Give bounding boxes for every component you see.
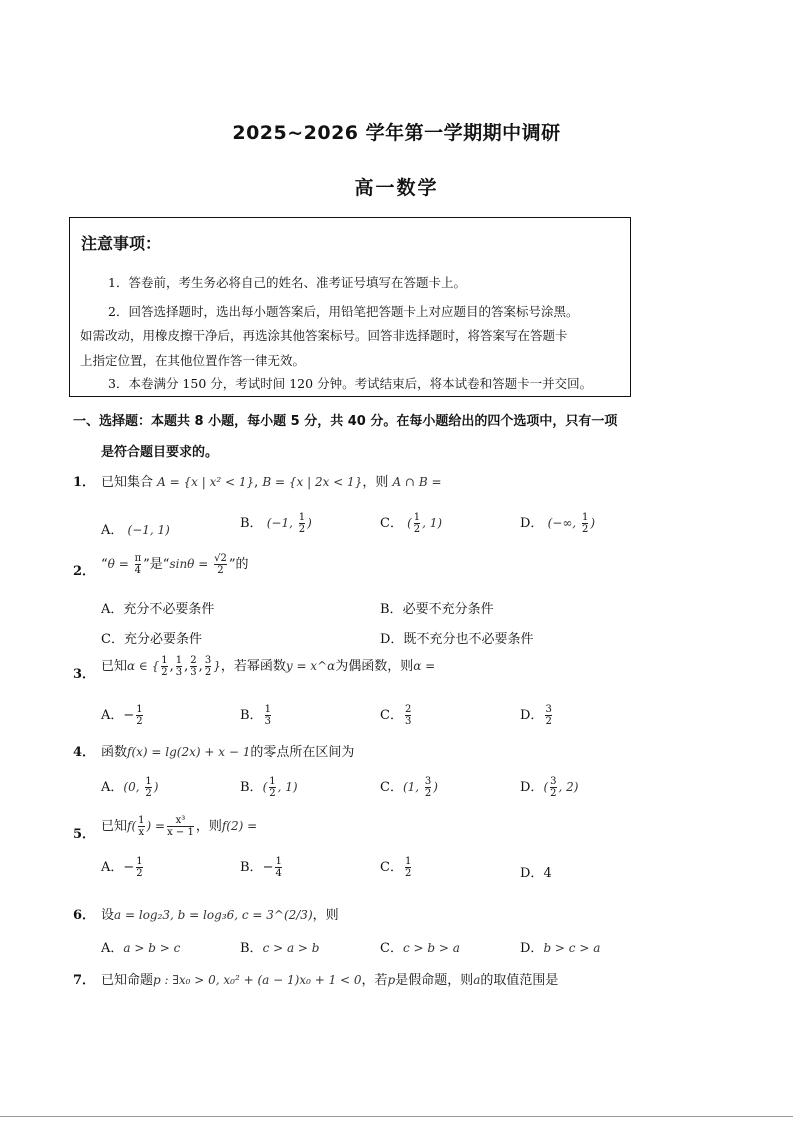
fraction (176, 655, 182, 678)
theta-expr: θ = (107, 557, 133, 571)
fraction (405, 856, 411, 879)
option-right: , 1) (422, 516, 443, 530)
option-letter: A． (101, 941, 124, 956)
q-text-pre: 已知集合 (101, 475, 154, 490)
denominator: 4 (275, 868, 282, 879)
option-right: ) (590, 516, 596, 530)
fraction (265, 704, 271, 727)
function-expr: f(x) = lg(2x) + x − 1 (127, 745, 251, 759)
option-letter: C． (380, 516, 403, 531)
power-func-expr: y = x^α (285, 659, 336, 673)
question-text: 已知集合 A = {x | x² < 1}, B = {x | 2x < 1}，则 A ∩ B = (101, 475, 442, 490)
denominator: 2 (404, 868, 412, 879)
denominator: 2 (204, 667, 212, 678)
numerator: √2 (214, 553, 227, 564)
fraction (545, 704, 551, 727)
numerator: 3 (424, 776, 432, 787)
fraction (425, 776, 431, 799)
option-letter: A． (101, 860, 124, 875)
option-d[interactable] (520, 862, 552, 881)
denominator: 2 (136, 716, 143, 727)
option-left: (−∞, (547, 516, 580, 530)
q-text-pre: 已知 (101, 659, 128, 674)
numerator: 1 (298, 512, 306, 523)
denominator: 2 (145, 788, 152, 799)
numerator: 1 (269, 776, 276, 787)
sign: − (123, 860, 135, 875)
option-a[interactable] (101, 519, 170, 538)
numerator: 1 (175, 655, 183, 666)
section-heading-line-2: 是符合题目要求的。 (101, 445, 219, 460)
option-letter: C． (380, 860, 403, 875)
denominator: x − 1 (167, 827, 194, 838)
option-letter: C． (380, 941, 403, 956)
f-close: ) = (146, 819, 166, 833)
option-letter: B． (240, 708, 263, 723)
option-c[interactable] (380, 776, 438, 799)
option-letter: B． (380, 602, 403, 617)
option-b[interactable] (380, 598, 494, 617)
option-d[interactable] (380, 628, 533, 647)
numerator: 2 (404, 704, 412, 715)
denominator: 2 (413, 524, 421, 535)
question-text (101, 969, 558, 988)
numerator: 3 (545, 704, 552, 715)
denominator: 3 (190, 667, 197, 678)
p-symbol: p (387, 973, 396, 987)
denominator: 2 (298, 524, 306, 535)
a-symbol: a (473, 973, 481, 987)
q-text-pre: 设 (101, 908, 115, 923)
option-letter: D． (520, 516, 544, 531)
question-number: 5． (73, 827, 96, 842)
notice-item-2-line-1: 2．回答选择题时，选出每小题答案后，用铅笔把答题卡上对应题目的答案标号涂黑。 (108, 304, 579, 319)
denominator: 2 (136, 868, 143, 879)
page-bottom-rule (0, 1116, 793, 1117)
question-number: 6． (73, 908, 96, 923)
option-text: 必要不充分条件 (402, 602, 494, 617)
option-c[interactable] (380, 856, 413, 879)
option-left: ( (262, 780, 268, 794)
fraction (136, 856, 142, 879)
fraction (138, 815, 144, 838)
option-letter: A． (101, 523, 124, 538)
numerator: 1 (138, 815, 145, 826)
option-left: (−1, (266, 516, 297, 530)
numerator: 1 (404, 856, 412, 867)
option-a[interactable] (101, 598, 214, 617)
option-a[interactable] (101, 776, 158, 799)
option-letter: B． (240, 780, 263, 795)
denominator: 2 (545, 716, 552, 727)
option-d[interactable] (520, 776, 578, 799)
q-text-post: ，则 (362, 475, 389, 490)
notice-item-2-line-2: 如需改动，用橡皮擦干净后，再选涂其他答案标号。回答非选择题时，将答案写在答题卡 (80, 328, 568, 343)
notice-item-1: 1．答卷前，考生务必将自己的姓名、准考证号填写在答题卡上。 (108, 275, 466, 290)
option-letter: B． (240, 516, 263, 531)
numerator: 1 (264, 704, 271, 715)
fraction (582, 512, 588, 535)
option-letter: D． (380, 632, 404, 647)
option-a[interactable] (101, 704, 145, 727)
denominator: 3 (404, 716, 412, 727)
option-left: ( (543, 780, 549, 794)
option-letter: D． (520, 866, 544, 881)
question-text: 已知α ∈ { $\frac{1}{2}$ , $\frac{1}{3}$ , $\frac{2}{3}$ , $\frac{3}{2}$ }，若幂函数y = x^α为偶函数，则α = (101, 655, 436, 678)
option-value: a > b > c (123, 941, 181, 955)
fraction (136, 704, 142, 727)
numerator: x³ (175, 815, 186, 826)
subject-title: 高一数学 (354, 177, 439, 199)
q-text-pre: 函数 (101, 745, 128, 760)
option-letter: D． (520, 780, 544, 795)
alpha-set-open: α ∈ { (127, 659, 160, 673)
option-right: , 2) (558, 780, 579, 794)
option-letter: C． (380, 708, 403, 723)
alpha-set-close: } (213, 659, 221, 673)
numerator: 1 (413, 512, 421, 523)
question-number: 2． (73, 564, 96, 579)
question-number: 1． (73, 475, 96, 490)
option-c[interactable] (101, 628, 202, 647)
option-d[interactable] (520, 704, 554, 727)
notice-item-3: 3．本卷满分 150 分，考试时间 120 分钟。考试结束后，将本试卷和答题卡一并交回。 (108, 376, 593, 391)
denominator: 2 (550, 788, 557, 799)
denominator: 2 (217, 565, 224, 576)
question-text (101, 553, 248, 576)
fraction (405, 704, 411, 727)
q-text-pre: 已知命题 (101, 973, 154, 988)
fraction (550, 776, 556, 799)
fraction (145, 776, 151, 799)
option-right: ) (153, 780, 159, 794)
denominator: 2 (269, 788, 276, 799)
question-text (101, 815, 257, 838)
notice-box (69, 217, 631, 397)
option-c[interactable] (380, 937, 460, 956)
denominator: 3 (264, 716, 271, 727)
alpha-expr: α = (413, 659, 436, 673)
notice-heading: 注意事项： (81, 234, 162, 253)
question-number: 3． (73, 667, 96, 682)
q-text-post: ，则 (312, 908, 339, 923)
option-letter: D． (520, 708, 544, 723)
numerator: π (134, 553, 142, 564)
numerator: 1 (275, 856, 282, 867)
fraction (167, 815, 194, 838)
q-text-pre: 已知 (101, 819, 128, 834)
numerator: 2 (190, 655, 197, 666)
option-text: 既不充分也不必要条件 (403, 632, 534, 647)
option-letter: A． (101, 602, 124, 617)
quote-mid: ”是“ (143, 557, 170, 572)
numerator: 1 (136, 856, 143, 867)
option-a[interactable] (101, 856, 145, 879)
fraction (190, 655, 196, 678)
option-d[interactable] (520, 512, 595, 535)
option-text: 充分必要条件 (123, 632, 202, 647)
question-text (101, 741, 354, 760)
option-c[interactable] (380, 704, 413, 727)
denominator: 2 (424, 788, 432, 799)
option-a[interactable] (101, 937, 180, 956)
numerator: 1 (581, 512, 589, 523)
numerator: 1 (145, 776, 152, 787)
option-value: b > c > a (543, 941, 601, 955)
option-right: , 1) (277, 780, 298, 794)
q-text-mid2: 是假命题，则 (395, 973, 474, 988)
option-text: 充分不必要条件 (123, 602, 215, 617)
fraction (269, 776, 275, 799)
option-left: ( (407, 516, 412, 530)
intersection-expr: A ∩ B = (392, 475, 442, 489)
option-letter: B． (240, 860, 263, 875)
quote-close: ”的 (228, 557, 249, 572)
numerator: 1 (161, 655, 168, 666)
sin-expr: sinθ = (169, 557, 213, 571)
set-a-expr: A = {x | x² < 1} (157, 475, 255, 489)
fraction (161, 655, 167, 678)
fraction (275, 856, 281, 879)
exam-title: 2025~2026 学年第一学期期中调研 (232, 122, 561, 144)
fraction (214, 553, 227, 576)
abc-expr: a = log₂3, b = log₃6, c = 3^(2/3) (114, 908, 313, 922)
question-number: 7． (73, 973, 96, 988)
notice-item-2-line-3: 上指定位置，在其他位置作答一律无效。 (80, 353, 306, 368)
option-right: ) (433, 780, 438, 794)
q-text-post: 为偶函数，则 (335, 659, 414, 674)
q-text-post: 的零点所在区间为 (250, 745, 355, 760)
numerator: 3 (550, 776, 557, 787)
f2-expr: f(2) = (221, 819, 258, 833)
fraction (205, 655, 211, 678)
denominator: 2 (161, 667, 168, 678)
set-b-expr: B = {x | 2x < 1} (262, 475, 363, 489)
question-number: 4． (73, 745, 96, 760)
numerator: 1 (136, 704, 143, 715)
denominator: 3 (175, 667, 183, 678)
option-letter: D． (520, 941, 544, 956)
option-text: 4 (543, 866, 552, 881)
f-open: f( (127, 819, 137, 833)
option-b[interactable] (240, 856, 284, 879)
option-left: (1, (402, 780, 423, 794)
option-letter: A． (101, 780, 124, 795)
sign: − (123, 708, 135, 723)
option-value: c > b > a (402, 941, 460, 955)
proposition-expr: p : ∃x₀ > 0, x₀² + (a − 1)x₀ + 1 < 0 (153, 973, 362, 987)
sign: − (262, 860, 274, 875)
q-text-post: 的取值范围是 (480, 973, 559, 988)
option-d[interactable] (520, 937, 600, 956)
option-value: c > a > b (262, 941, 320, 955)
fraction (299, 512, 305, 535)
fraction (414, 512, 420, 535)
option-b[interactable] (240, 776, 298, 799)
option-b[interactable] (240, 512, 312, 535)
option-letter: C． (380, 780, 403, 795)
option-value: (−1, 1) (127, 523, 170, 537)
option-letter: A． (101, 708, 124, 723)
fraction (135, 553, 142, 576)
q-text-mid: ，若幂函数 (220, 659, 286, 674)
question-text (101, 904, 339, 923)
denominator: 4 (134, 565, 142, 576)
denominator: x (138, 827, 145, 838)
option-b[interactable] (240, 704, 273, 727)
section-heading-line-1: 一、选择题：本题共 8 小题，每小题 5 分，共 40 分。在每小题给出的四个选项中，只有一项 (73, 414, 618, 429)
option-b[interactable] (240, 937, 320, 956)
option-right: ) (307, 516, 312, 530)
option-letter: C． (101, 632, 124, 647)
q-text-mid: ，若 (361, 973, 388, 988)
option-left: (0, (123, 780, 144, 794)
numerator: 3 (204, 655, 212, 666)
denominator: 2 (581, 524, 589, 535)
quote-open: “ (101, 557, 108, 572)
option-c[interactable] (380, 512, 442, 535)
option-letter: B． (240, 941, 263, 956)
q-text-post: ，则 (195, 819, 222, 834)
